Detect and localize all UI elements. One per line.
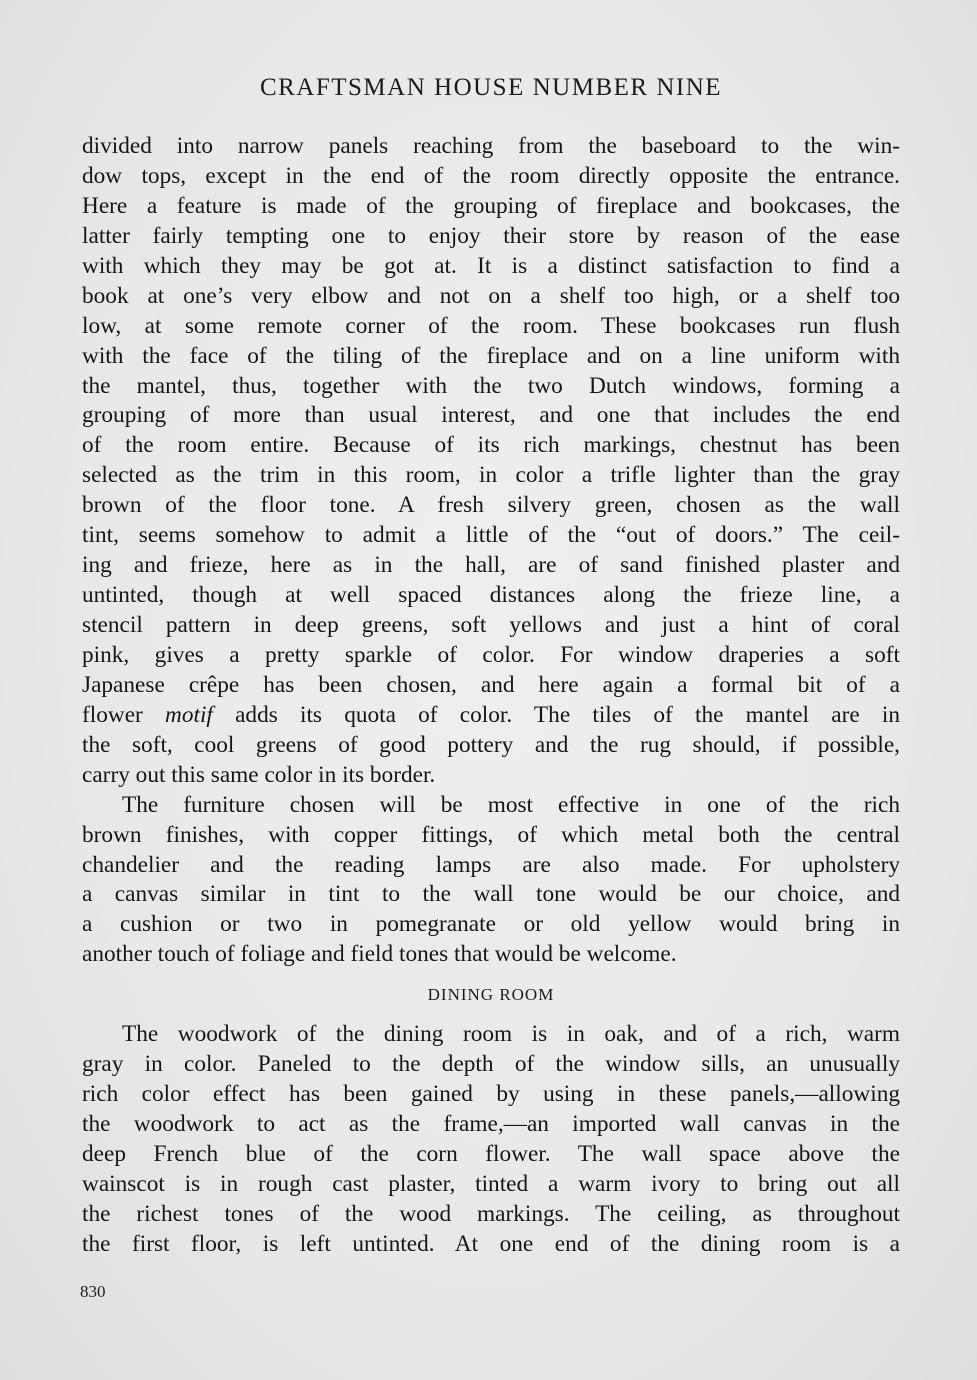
living-room-paragraph-1 <box>82 132 900 791</box>
text-line: brown finishes, with copper fittings, of which metal both the central <box>82 821 900 848</box>
italic-term: motif <box>165 701 213 728</box>
text-line: divided into narrow panels reaching from the baseboard to the win- <box>82 133 900 159</box>
text-line: latter fairly tempting one to enjoy their store by reason of the ease <box>82 222 900 249</box>
body-text <box>82 132 900 1260</box>
text-line: carry out this same color in its border. <box>82 761 436 788</box>
living-room-paragraph-2 <box>82 791 900 971</box>
text-line: book at one’s very elbow and not on a shelf too high, or a shelf too <box>82 282 900 309</box>
text-line: a cushion or two in pomegranate or old yellow would bring in <box>82 911 900 938</box>
text-line: pink, gives a pretty sparkle of color. For window draperies a soft <box>82 641 900 668</box>
text-line: chandelier and the reading lamps are also made. For upholstery <box>82 851 900 878</box>
text-line: with the face of the tiling of the fireplace and on a line uniform with <box>82 342 900 369</box>
text-segment: flower <box>82 701 165 728</box>
text-line: low, at some remote corner of the room. These bookcases run flush <box>82 312 900 339</box>
text-line: of the room entire. Because of its rich markings, chestnut has been <box>82 432 900 459</box>
text-line: dow tops, except in the end of the room directly opposite the entrance. <box>82 162 900 189</box>
text-line: with which they may be got at. It is a distinct satisfaction to find a <box>82 252 900 279</box>
text-line: a canvas similar in tint to the wall tone would be our choice, and <box>82 881 900 908</box>
text-line: the mantel, thus, together with the two Dutch windows, forming a <box>82 372 900 399</box>
text-line: gray in color. Paneled to the depth of the window sills, an unusually <box>82 1051 900 1078</box>
text-line: Japanese crêpe has been chosen, and here again a formal bit of a <box>82 671 900 698</box>
text-line: another touch of foliage and field tones that would be welcome. <box>82 941 677 968</box>
text-line: grouping of more than usual interest, and one that includes the end <box>82 402 900 429</box>
text-line: stencil pattern in deep greens, soft yellows and just a hint of coral <box>82 612 900 638</box>
text-line: the first floor, is left untinted. At one end of the dining room is a <box>82 1230 900 1257</box>
text-line: rich color effect has been gained by using in these panels,—allowing <box>82 1081 900 1108</box>
text-line: wainscot is in rough cast plaster, tinted a warm ivory to bring out all <box>82 1170 900 1197</box>
text-line: The woodwork of the dining room is in oak, and of a rich, warm <box>122 1021 900 1048</box>
dining-room-paragraph <box>82 1020 900 1260</box>
text-line: the woodwork to act as the frame,—an imported wall canvas in the <box>82 1111 900 1138</box>
text-line: ing and frieze, here as in the hall, are of sand finished plaster and <box>82 552 900 579</box>
text-line: Here a feature is made of the grouping of fireplace and bookcases, the <box>82 192 900 219</box>
text-segment: adds its quota of color. The tiles of the mantel are in <box>212 701 900 728</box>
text-line: the richest tones of the wood markings. The ceiling, as throughout <box>82 1200 900 1227</box>
section-heading-dining-room: DINING ROOM <box>427 985 555 1005</box>
text-line: tint, seems somehow to admit a little of the “out of doors.” The ceil- <box>82 522 900 549</box>
text-line: The furniture chosen will be most effective in one of the rich <box>122 791 900 818</box>
text-line: the soft, cool greens of good pottery and the rug should, if possible, <box>82 731 900 758</box>
text-line-with-italic <box>82 701 900 731</box>
text-line: untinted, though at well spaced distances along the frieze line, a <box>82 582 900 609</box>
text-line: brown of the floor tone. A fresh silvery green, chosen as the wall <box>82 492 900 519</box>
text-line: deep French blue of the corn flower. The wall space above the <box>82 1141 900 1167</box>
text-line: selected as the trim in this room, in color a trifle lighter than the gray <box>82 462 900 489</box>
running-head: CRAFTSMAN HOUSE NUMBER NINE <box>259 74 723 101</box>
page-number: 830 <box>80 1282 106 1301</box>
